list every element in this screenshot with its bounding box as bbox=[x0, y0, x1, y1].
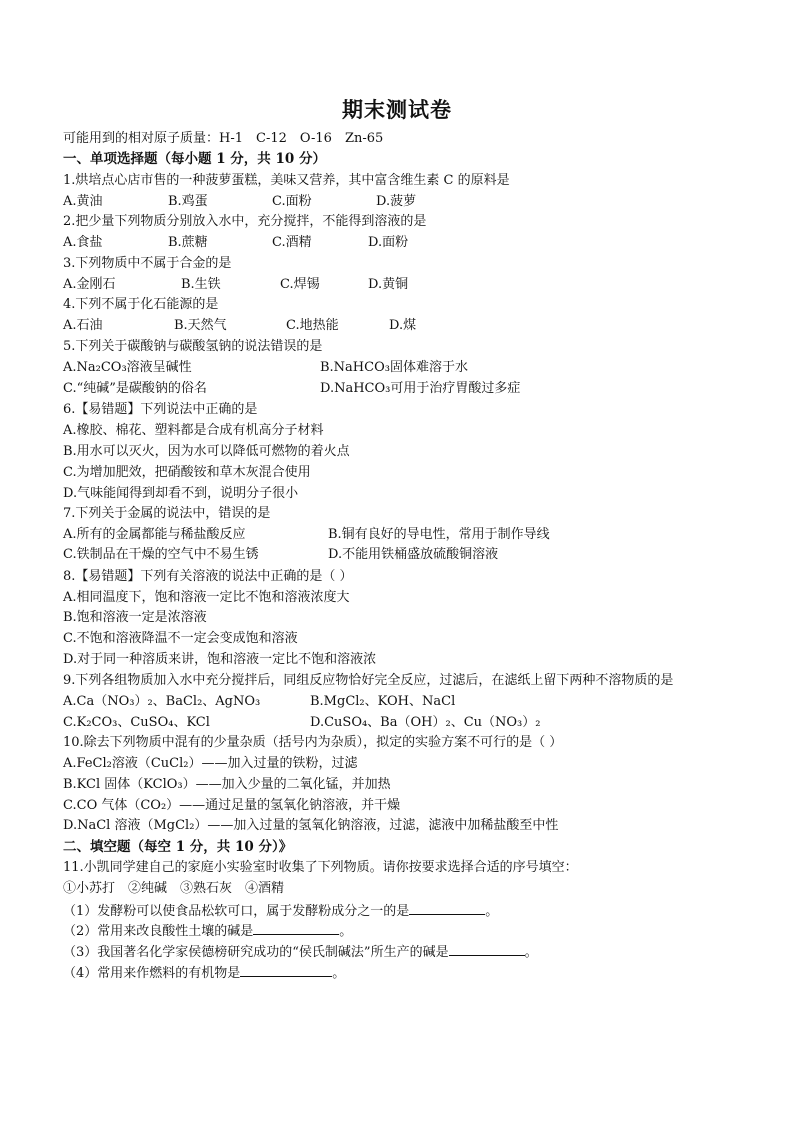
option: D.面粉 bbox=[368, 235, 409, 250]
fill-in-end: 。 bbox=[524, 945, 538, 960]
option: A.FeCl₂溶液（CuCl₂）——加入过量的铁粉，过滤 bbox=[63, 756, 358, 771]
option: B.KCl 固体（KClO₃）——加入少量的二氧化锰，并加热 bbox=[63, 777, 391, 792]
option: B.鸡蛋 bbox=[168, 194, 208, 209]
option: C.面粉 bbox=[272, 194, 312, 209]
section2-heading: 二、填空题（每空 1 分，共 10 分）》 bbox=[63, 839, 293, 855]
fill-in-end: 。 bbox=[485, 904, 499, 919]
question-stem: 1.烘培点心店市售的一种菠萝蛋糕，美味又营养，其中富含维生素 C 的原料是 bbox=[63, 173, 510, 188]
option: C.为增加肥效，把硝酸铵和草木灰混合使用 bbox=[63, 465, 311, 480]
question-stem: 2.把少量下列物质分别放入水中，充分搅拌，不能得到溶液的是 bbox=[63, 214, 427, 229]
substance-list: ①小苏打 ②纯碱 ③熟石灰 ④酒精 bbox=[63, 881, 285, 896]
question-stem: 9.下列各组物质加入水中充分搅拌后，同组反应物恰好完全反应，过滤后，在滤纸上留下两种不溶物质的是 bbox=[63, 673, 674, 688]
option: A.Na₂CO₃溶液呈碱性 bbox=[63, 360, 192, 375]
option: A.黄油 bbox=[63, 194, 103, 209]
option: C.焊锡 bbox=[280, 277, 320, 292]
option: C.K₂CO₃、CuSO₄、KCl bbox=[63, 715, 210, 730]
question-stem: 4.下列不属于化石能源的是 bbox=[63, 297, 219, 312]
fill-in-text: （2）常用来改良酸性土壤的碱是 bbox=[63, 924, 254, 939]
option: D.气味能闻得到却看不到，说明分子很小 bbox=[63, 486, 299, 501]
fill-in-item bbox=[63, 964, 345, 982]
option: C.“纯碱”是碳酸钠的俗名 bbox=[63, 381, 207, 396]
option: D.对于同一种溶质来讲，饱和溶液一定比不饱和溶液浓 bbox=[63, 652, 377, 667]
question-stem: 5.下列关于碳酸钠与碳酸氢钠的说法错误的是 bbox=[63, 339, 323, 354]
option: D.黄铜 bbox=[368, 277, 409, 292]
section1-heading: 一、单项选择题（每小题 1 分，共 10 分） bbox=[63, 151, 326, 167]
fill-in-item bbox=[63, 922, 352, 940]
fill-in-item bbox=[63, 902, 498, 920]
option: B.用水可以灭火，因为水可以降低可燃物的着火点 bbox=[63, 444, 350, 459]
option: A.食盐 bbox=[63, 235, 103, 250]
option: B.MgCl₂、KOH、NaCl bbox=[310, 694, 456, 709]
option: D.菠萝 bbox=[376, 194, 417, 209]
atomic-masses: 可能用到的相对原子质量：H-1 C-12 O-16 Zn-65 bbox=[63, 131, 384, 146]
option: C.酒精 bbox=[272, 235, 312, 250]
option: A.所有的金属都能与稀盐酸反应 bbox=[63, 527, 246, 542]
question-stem: 8.【易错题】下列有关溶液的说法中正确的是（ ） bbox=[63, 569, 353, 584]
question-stem: 3.下列物质中不属于合金的是 bbox=[63, 256, 232, 271]
option: D.不能用铁桶盛放硫酸铜溶液 bbox=[328, 547, 499, 562]
answer-blank[interactable] bbox=[253, 922, 339, 935]
option: C.不饱和溶液降温不一定会变成饱和溶液 bbox=[63, 631, 298, 646]
option: B.天然气 bbox=[174, 318, 227, 333]
answer-blank[interactable] bbox=[449, 943, 525, 956]
option: A.橡胶、棉花、塑料都是合成有机高分子材料 bbox=[63, 423, 324, 438]
question-stem: 10.除去下列物质中混有的少量杂质（括号内为杂质），拟定的实验方案不可行的是（ ） bbox=[63, 735, 563, 750]
option: C.地热能 bbox=[286, 318, 339, 333]
option: B.铜有良好的导电性，常用于制作导线 bbox=[328, 527, 550, 542]
option: B.NaHCO₃固体难溶于水 bbox=[320, 360, 468, 375]
fill-in-end: 。 bbox=[339, 924, 353, 939]
fill-in-text: （3）我国著名化学家侯德榜研究成功的“侯氏制碱法”所生产的碱是 bbox=[63, 945, 449, 960]
option: A.Ca（NO₃）₂、BaCl₂、AgNO₃ bbox=[63, 694, 261, 709]
option: D.煤 bbox=[389, 318, 417, 333]
question-stem: 6.【易错题】下列说法中正确的是 bbox=[63, 402, 258, 417]
option: B.生铁 bbox=[181, 277, 221, 292]
fill-in-text: （4）常用来作燃料的有机物是 bbox=[63, 966, 241, 981]
option: C.CO 气体（CO₂）——通过足量的氢氧化钠溶液，并干燥 bbox=[63, 798, 401, 813]
fill-in-item bbox=[63, 943, 538, 961]
answer-blank[interactable] bbox=[409, 902, 485, 915]
page-title: 期末测试卷 bbox=[342, 97, 452, 122]
option: A.金刚石 bbox=[63, 277, 116, 292]
option: B.蔗糖 bbox=[168, 235, 208, 250]
fill-in-end: 。 bbox=[332, 966, 346, 981]
answer-blank[interactable] bbox=[240, 964, 332, 977]
fill-in-text: （1）发酵粉可以使食品松软可口，属于发酵粉成分之一的是 bbox=[63, 904, 410, 919]
option: A.相同温度下，饱和溶液一定比不饱和溶液浓度大 bbox=[63, 590, 350, 605]
option: D.NaHCO₃可用于治疗胃酸过多症 bbox=[320, 381, 521, 396]
option: D.CuSO₄、Ba（OH）₂、Cu（NO₃）₂ bbox=[310, 715, 541, 730]
option: A.石油 bbox=[63, 318, 103, 333]
option: B.饱和溶液一定是浓溶液 bbox=[63, 610, 207, 625]
question-stem: 7.下列关于金属的说法中，错误的是 bbox=[63, 506, 271, 521]
option: C.铁制品在干燥的空气中不易生锈 bbox=[63, 547, 259, 562]
question-stem: 11.小凯同学建自己的家庭小实验室时收集了下列物质。请你按要求选择合适的序号填空： bbox=[63, 860, 578, 875]
option: D.NaCl 溶液（MgCl₂）——加入过量的氢氧化钠溶液，过滤，滤液中加稀盐酸至中性 bbox=[63, 818, 559, 833]
